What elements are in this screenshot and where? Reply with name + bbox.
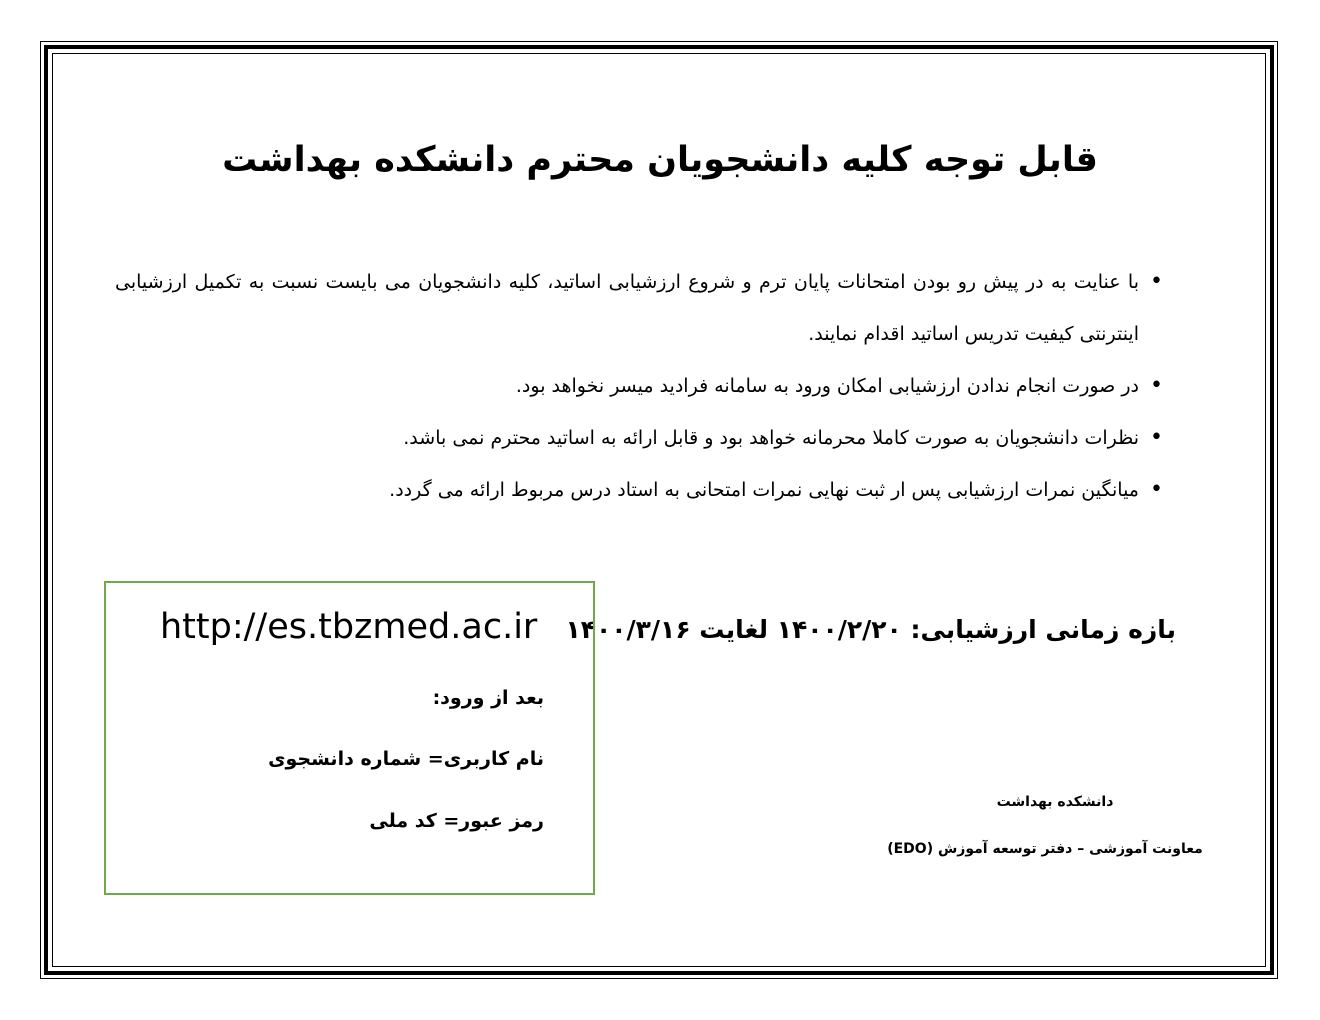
bullet-confidentiality: • نظرات دانشجویان به صورت کاملا محرمانه خواهد بود و قابل ارائه به اساتید محترم نمی باشد.	[115, 412, 1175, 464]
username-instruction: نام کاربری= شماره دانشجوی	[268, 748, 544, 770]
bullet-evaluation-required: • با عنایت به در پیش رو بودن امتحانات پایان ترم و شروع ارزشیابی اساتید، کلیه دانشجویان می بایست نسبت به تکمیل ارزشیابی اینترنتی کیفیت تدریس اساتید اقدام نمایند.	[115, 256, 1175, 360]
signature-school: دانشکده بهداشت	[996, 794, 1114, 810]
notice-title: قابل توجه کلیه دانشجویان محترم دانشکده بهداشت	[222, 140, 1098, 180]
bullet-average-scores: • میانگین نمرات ارزشیابی پس ار ثبت نهایی نمرات امتحانی به استاد درس مربوط ارائه می گردد.	[115, 464, 1175, 516]
signature-department: معاونت آموزشی – دفتر توسعه آموزش (EDO)	[887, 841, 1203, 857]
evaluation-period: بازه زمانی ارزشیابی: ۱۴۰۰/۲/۲۰ لغایت ۱۴۰۰/۳/۱۶	[565, 615, 1176, 644]
password-instruction: رمز عبور= کد ملی	[369, 810, 544, 832]
evaluation-url-link[interactable]: http://es.tbzmed.ac.ir	[160, 607, 538, 647]
bullet-system-access: • در صورت انجام ندادن ارزشیابی امکان ورود به سامانه فرادید میسر نخواهد بود.	[115, 360, 1175, 412]
notice-bullet-list	[115, 256, 1175, 516]
after-login-label: بعد از ورود:	[432, 687, 544, 709]
